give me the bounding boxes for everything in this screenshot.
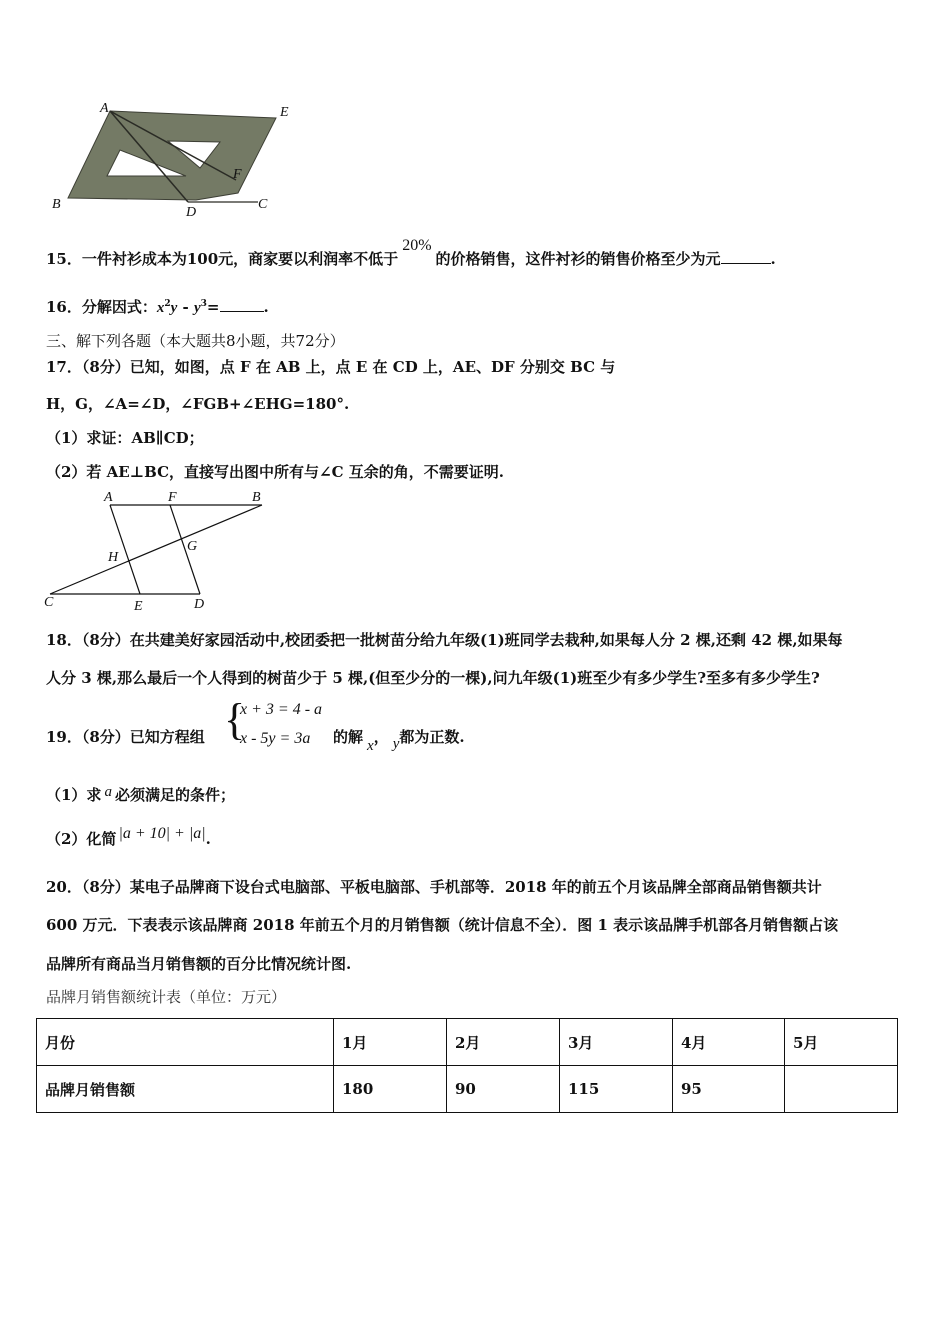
table-cell: 180 — [334, 1066, 447, 1113]
label-c: C — [258, 197, 268, 212]
sales-table — [36, 1018, 898, 1113]
q16-end: . — [263, 298, 269, 316]
q19-part1-var: a — [104, 784, 112, 800]
q19-part-1 — [46, 784, 235, 805]
q19-part1-prefix: （1）求 — [46, 786, 102, 804]
q19-part-2 — [46, 825, 211, 849]
q16-answer-blank[interactable] — [220, 297, 264, 312]
label-e2: E — [134, 599, 143, 614]
table-header-cell: 1月 — [334, 1019, 447, 1066]
q17-part-1: （1）求证：AB∥CD； — [46, 429, 204, 447]
q16-var-y2: y — [193, 300, 201, 316]
line-bc — [50, 505, 262, 594]
q19-comma: ， — [373, 728, 389, 746]
q20-line-2: 600 万元．下表表示该品牌商 2018 年前五个月的月销售额（统计信息不全）．图 1 表示该品牌手机部各月销售额占该 — [46, 916, 839, 934]
q16-var-y: y — [170, 300, 178, 316]
q19-mid-text: 的解 — [333, 728, 364, 746]
label-f: F — [233, 167, 242, 182]
question-16 — [46, 296, 269, 317]
q15-percent: 20% — [402, 237, 432, 254]
q19-part2-prefix: （2）化简 — [46, 830, 117, 848]
label-b: B — [52, 197, 61, 212]
q15-text-after: 的价格销售，这件衬衫的销售价格至少为元 — [435, 250, 721, 268]
table-header-cell: 月份 — [37, 1019, 334, 1066]
label-h2: H — [108, 550, 119, 565]
q19-part2-expr: |a + 10| + |a| — [118, 825, 206, 842]
q19-system-brace: { — [224, 695, 246, 744]
q17-part-2: （2）若 AE⊥BC，直接写出图中所有与∠C 互余的角，不需要证明. — [46, 463, 504, 481]
table-header-cell: 4月 — [673, 1019, 785, 1066]
label-d: D — [186, 205, 197, 220]
figure-set-squares — [48, 98, 308, 220]
q16-equals: = — [206, 298, 220, 316]
table-cell: 115 — [560, 1066, 673, 1113]
q19-equation-1: x + 3 = 4 - a — [240, 701, 323, 718]
q16-sup-2: 2 — [164, 299, 171, 309]
label-b2: B — [252, 490, 261, 505]
q17-line-2: H，G，∠A=∠D，∠FGB+∠EHG=180°. — [46, 395, 350, 413]
table-cell: 品牌月销售额 — [37, 1066, 334, 1113]
label-a2: A — [104, 490, 113, 505]
q16-prefix: 16．分解因式： — [46, 298, 157, 316]
label-a: A — [100, 101, 109, 116]
q19-var-x: x — [367, 738, 374, 754]
table-cell — [785, 1066, 898, 1113]
q15-answer-blank[interactable] — [721, 249, 771, 264]
q19-var-y: y — [392, 736, 400, 752]
set-square-outer — [68, 111, 276, 200]
q19-part1-suffix: 必须满足的条件； — [114, 786, 235, 804]
q15-text-before: 15．一件衬衫成本为100元，商家要以利润率不低于 — [46, 250, 399, 268]
figure-parallel-lines — [40, 488, 280, 614]
label-e: E — [280, 105, 289, 120]
q16-minus: - — [177, 298, 194, 316]
q18-line-2: 人分 3 棵,那么最后一个人得到的树苗少于 5 棵,(但至少分的一棵),问九年级(1)班至少有多少学生?至多有多少学生? — [46, 669, 820, 687]
q20-line-3: 品牌所有商品当月销售额的百分比情况统计图. — [46, 955, 352, 973]
label-d2: D — [194, 597, 205, 612]
table-row — [37, 1066, 898, 1113]
table-caption: 品牌月销售额统计表（单位：万元） — [46, 988, 287, 1006]
label-f2: F — [168, 490, 177, 505]
table-cell: 90 — [447, 1066, 560, 1113]
q19-prefix: 19．（8分）已知方程组 — [46, 728, 205, 746]
table-header-cell: 2月 — [447, 1019, 560, 1066]
table-header-cell: 3月 — [560, 1019, 673, 1066]
q16-var-x: x — [156, 300, 165, 316]
q15-end: . — [770, 250, 776, 268]
q19-suffix: 都为正数. — [399, 728, 465, 746]
table-header-row — [37, 1019, 898, 1066]
q17-line-1: 17．（8分）已知，如图，点 F 在 AB 上，点 E 在 CD 上，AE、DF 分别交 BC 与 — [46, 358, 616, 376]
q18-line-1: 18．（8分）在共建美好家园活动中,校团委把一批树苗分给九年级(1)班同学去栽种,如果每人分 2 棵,还剩 42 棵,如果每 — [46, 631, 843, 649]
question-15 — [46, 237, 776, 269]
q19-mid — [333, 726, 465, 754]
q19-part2-end: . — [205, 830, 211, 848]
table-cell: 95 — [673, 1066, 785, 1113]
q19-equation-2: x - 5y = 3a — [240, 730, 311, 747]
label-g2: G — [187, 539, 198, 554]
section-3-heading: 三、解下列各题（本大题共8小题，共72分） — [46, 332, 345, 350]
label-c2: C — [44, 595, 54, 610]
table-header-cell: 5月 — [785, 1019, 898, 1066]
q16-sup-3: 3 — [200, 299, 207, 309]
q20-line-1: 20．（8分）某电子品牌商下设台式电脑部、平板电脑部、手机部等．2018 年的前五个月该品牌全部商品销售额共计 — [46, 878, 822, 896]
